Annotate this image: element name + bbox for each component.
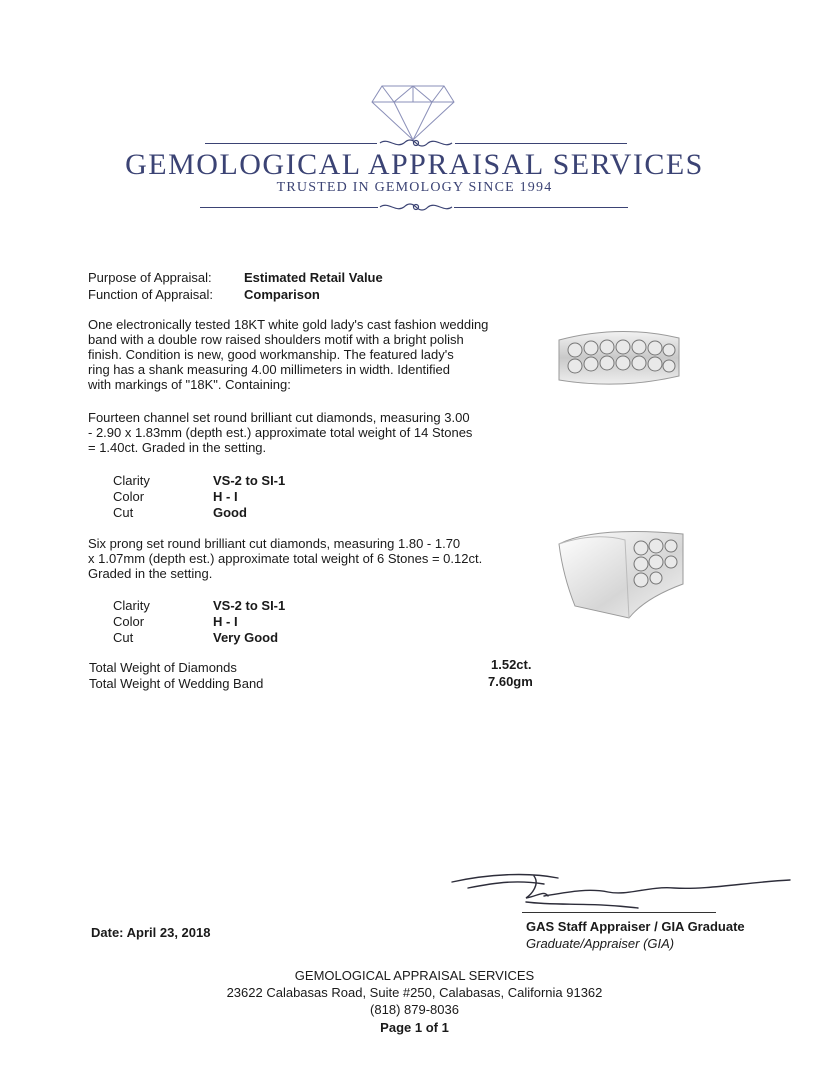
group-2-line: x 1.07mm (depth est.) approximate total weight of 6 Stones = 0.12ct. — [88, 551, 483, 566]
group-2-clarity-value: VS-2 to SI-1 — [213, 598, 286, 613]
function-value: Comparison — [244, 287, 320, 302]
description-line: finish. Condition is new, good workmanship. The featured lady's — [88, 347, 454, 362]
description-line: with markings of "18K". Containing: — [88, 377, 291, 392]
signature-icon — [448, 866, 794, 916]
signature-line — [522, 912, 716, 913]
page-number: Page 1 of 1 — [380, 1020, 449, 1035]
footer-address: 23622 Calabasas Road, Suite #250, Calabasas, California 91362 — [226, 985, 603, 1000]
appraiser-subtitle: Graduate/Appraiser (GIA) — [526, 936, 675, 951]
total-diamonds-value: 1.52ct. — [491, 657, 532, 672]
group-2-clarity-label: Clarity — [113, 598, 150, 613]
function-label: Function of Appraisal: — [88, 287, 214, 302]
diamond-icon — [370, 84, 456, 142]
group-2-color-label: Color — [113, 614, 145, 629]
total-diamonds-label: Total Weight of Diamonds — [89, 660, 237, 675]
description-line: ring has a shank measuring 4.00 millimeters in width. Identified — [88, 362, 451, 377]
group-1-cut-label: Cut — [113, 505, 134, 520]
description — [88, 317, 488, 392]
group-1-color-label: Color — [113, 489, 145, 504]
group-2-cut-value: Very Good — [213, 630, 279, 645]
footer-phone: (818) 879-8036 — [370, 1002, 459, 1017]
group-1-color-value: H - I — [213, 489, 238, 504]
ring-photo-side — [555, 524, 687, 620]
ring-photo-top — [553, 322, 685, 392]
header-rule-top-right — [455, 143, 627, 144]
appraiser-title: GAS Staff Appraiser / GIA Graduate — [526, 919, 745, 934]
header-rule-top — [205, 143, 377, 144]
group-1-line: = 1.40ct. Graded in the setting. — [88, 440, 267, 455]
diamond-group-1-text — [88, 410, 472, 455]
purpose-value: Estimated Retail Value — [244, 270, 383, 285]
group-2-line: Graded in the setting. — [88, 566, 213, 581]
description-line: One electronically tested 18KT white gold lady's cast fashion wedding — [88, 317, 489, 332]
group-2-line: Six prong set round brilliant cut diamonds, measuring 1.80 - 1.70 — [88, 536, 461, 551]
company-name: GEMOLOGICAL APPRAISAL SERVICES — [125, 148, 704, 181]
appraisal-date: Date: April 23, 2018 — [91, 925, 211, 940]
purpose-label: Purpose of Appraisal: — [88, 270, 212, 285]
group-2-cut-label: Cut — [113, 630, 134, 645]
group-1-clarity-label: Clarity — [113, 473, 150, 488]
group-1-line: Fourteen channel set round brilliant cut diamonds, measuring 3.00 — [88, 410, 470, 425]
total-band-value: 7.60gm — [488, 674, 533, 689]
footer-company: GEMOLOGICAL APPRAISAL SERVICES — [294, 968, 535, 983]
diamond-group-2-text — [88, 536, 482, 581]
company-tagline: TRUSTED IN GEMOLOGY SINCE 1994 — [276, 180, 553, 195]
group-2-color-value: H - I — [213, 614, 238, 629]
header-rule-bottom-right — [454, 207, 628, 208]
group-1-cut-value: Good — [213, 505, 247, 520]
group-1-line: - 2.90 x 1.83mm (depth est.) approximate total weight of 14 Stones — [88, 425, 473, 440]
header-rule-bottom-left — [200, 207, 378, 208]
total-band-label: Total Weight of Wedding Band — [89, 676, 264, 691]
flourish-bottom-icon — [378, 200, 454, 214]
group-1-clarity-value: VS-2 to SI-1 — [213, 473, 286, 488]
description-line: band with a double row raised shoulders motif with a bright polish — [88, 332, 464, 347]
